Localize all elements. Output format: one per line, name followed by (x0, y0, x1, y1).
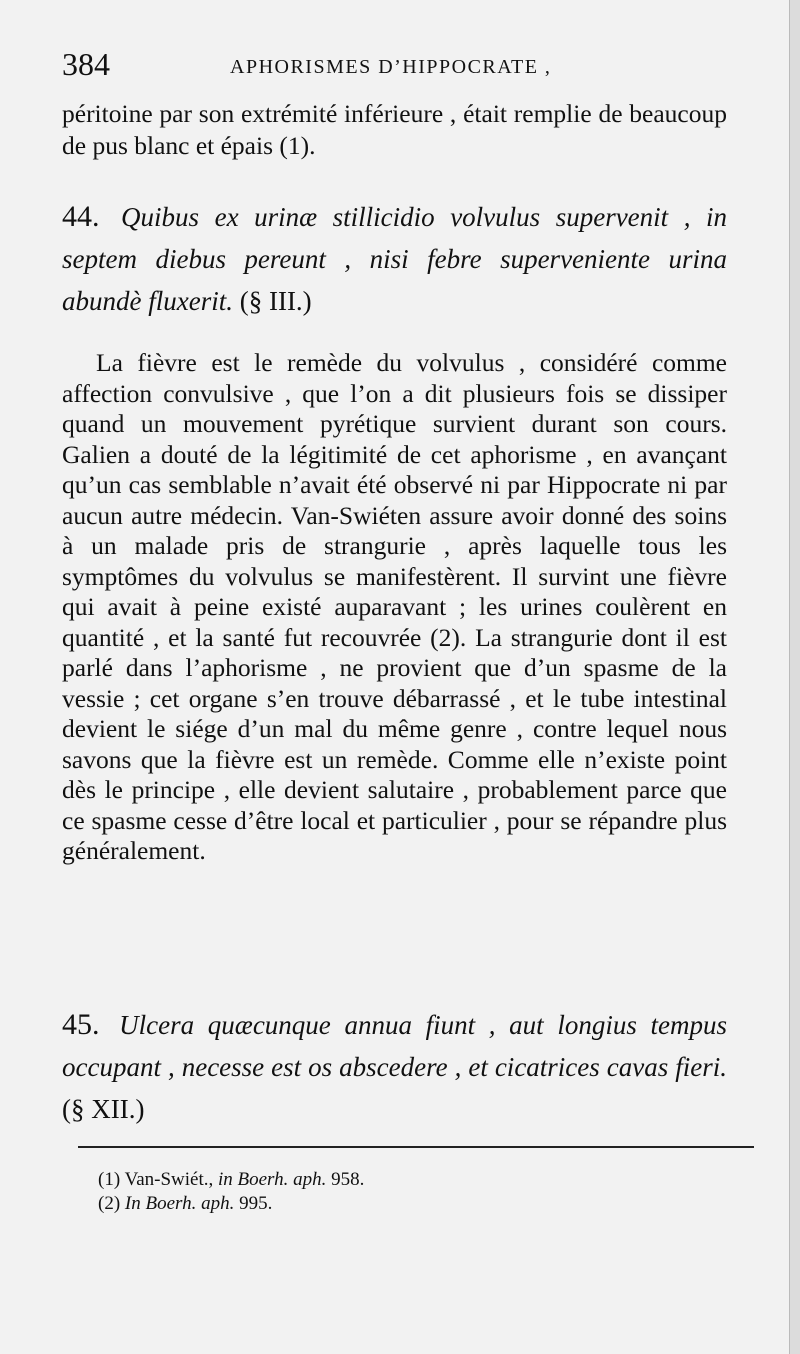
aphorism-number: 45. (62, 1008, 100, 1041)
page-header (62, 46, 732, 86)
footnote (98, 1168, 718, 1192)
footnote-aph: aph. (293, 1169, 327, 1190)
footnote-aph: aph. (201, 1193, 235, 1214)
aphorism-44 (62, 196, 727, 322)
commentary-paragraph: La fièvre est le remède du volvulus , considéré comme affection convulsive , que l’on a dit plusieurs fois se dissiper quand un mouvement pyrétique survient durant son cours. Galien a douté de la légitimité de cet aphorisme , en avançant qu’un cas semblable n’avait été observé ni par Hippocrate ni par aucun autre médecin. Van-Swiéten assure avoir donné des soins à un malade pris de strangurie , après laquelle tous les symptômes du volvulus se manifestèrent. Il survint une fièvre qui avait à peine existé auparavant ; les urines coulèrent en quantité , et la santé fut recouvrée (2). La strangurie dont il est parlé dans l’aphorisme , ne provient que d’un spasme de la vessie ; cet organe s’en trouve débarrassé , et le tube intestinal devient le siége d’un mal du même genre , contre lequel nous savons que la fièvre est un remède. Comme elle n’existe point dès le principe , elle devient salutaire , probablement parce que ce spasme cesse d’être local et particulier , pour se répandre plus généralement. (62, 348, 727, 865)
aphorism-number: 44. (62, 200, 100, 233)
page-number: 384 (62, 46, 110, 82)
footnote-author: Van-Swiét., (124, 1169, 214, 1190)
footnote (98, 1192, 718, 1216)
footnote-number: 958. (331, 1169, 365, 1190)
footnote-mark: (2) (98, 1193, 121, 1214)
page-edge (789, 0, 800, 1354)
aphorism-45 (62, 1004, 727, 1130)
continuation-paragraph: péritoine par son extrémité inférieure , était remplie de beaucoup de pus blanc et épais (1). (62, 99, 727, 160)
section-reference: (§ III.) (239, 286, 312, 316)
footnote-mark: (1) (98, 1169, 121, 1190)
running-head: APHORISMES D’HIPPOCRATE , (230, 56, 552, 78)
footnote-source: in Boerh. (217, 1169, 289, 1190)
section-reference: (§ XII.) (62, 1094, 145, 1124)
footnotes (98, 1168, 718, 1216)
aphorism-latin-text: Quibus ex urinæ stillicidio volvulus supervenit , in septem diebus pereunt , nisi febre superveniente urina abundè fluxerit. (62, 202, 727, 316)
footnote-number: 995. (239, 1193, 273, 1214)
footnote-divider (78, 1146, 754, 1148)
footnote-source: In Boerh. (124, 1193, 197, 1214)
aphorism-latin-text: Ulcera quæcunque annua fiunt , aut longius tempus occupant , necesse est os abscedere , et cicatrices cavas fieri. (62, 1010, 728, 1082)
